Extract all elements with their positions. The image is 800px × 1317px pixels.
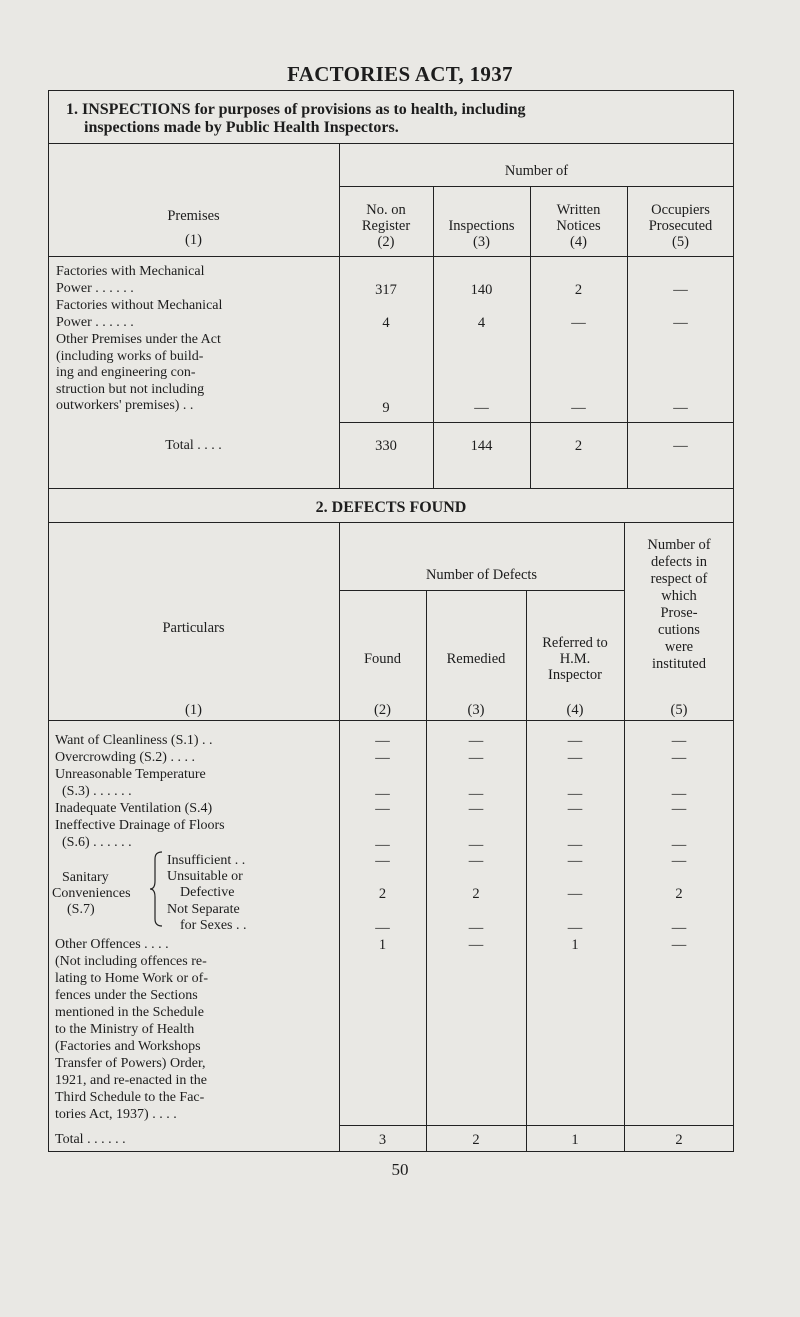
s2-col-prosecutions: defects in <box>651 554 707 570</box>
other-note: Third Schedule to the Fac- <box>55 1090 205 1105</box>
inspections-total: 144 <box>470 438 493 454</box>
found-value: — <box>375 786 390 802</box>
remedied-value: — <box>468 853 484 869</box>
prosecuted-value: — <box>673 400 688 416</box>
other-note: tories Act, 1937) . . . . <box>55 1107 177 1122</box>
prosecutions-value: — <box>671 733 687 749</box>
s2-col-referred-num: (4) <box>566 702 584 718</box>
other-note: Transfer of Powers) Order, <box>55 1056 206 1071</box>
premises-label: (including works of build- <box>56 348 204 364</box>
s2-col-prosecutions: cutions <box>658 622 700 638</box>
premises-label: ing and engineering con- <box>56 365 196 380</box>
sanitary-sub-label: for Sexes . . <box>180 918 247 933</box>
remedied-value: — <box>468 937 484 953</box>
particulars-label: Overcrowding (S.2) . . . . <box>55 750 195 765</box>
s2-col-prosecutions: respect of <box>650 571 708 587</box>
s1-group-rule <box>339 186 734 187</box>
premises-label: Other Premises under the Act <box>56 332 221 347</box>
notices-value: 2 <box>574 282 583 298</box>
remedied-total: 2 <box>472 1132 480 1148</box>
s1-col-group: Number of <box>504 163 569 179</box>
page-number: 50 <box>391 1160 409 1179</box>
found-value: — <box>375 801 390 817</box>
s1-col-premises-num: (1) <box>185 232 202 248</box>
other-note: (Factories and Workshops <box>55 1039 201 1054</box>
register-total: 330 <box>375 438 397 454</box>
s2-col-referred: Referred to <box>542 635 608 651</box>
particulars-label: (S.6) . . . . . . <box>62 835 132 850</box>
s2-col-prosecutions: were <box>664 639 694 655</box>
referred-value: — <box>567 920 583 936</box>
prosecutions-value: — <box>671 801 687 817</box>
particulars-label: Unreasonable Temperature <box>55 767 206 782</box>
inspections-value: 140 <box>470 282 493 298</box>
other-note: lating to Home Work or of- <box>55 971 208 986</box>
s1-col-register-2: Register <box>361 218 411 234</box>
notices-total: 2 <box>574 438 583 454</box>
referred-value: — <box>567 853 583 869</box>
s2-divider-2 <box>426 590 427 1152</box>
s2-col-particulars: Particulars <box>162 620 225 636</box>
premises-label: outworkers' premises) . . <box>56 398 194 413</box>
section1-heading-cont: inspections made by Public Health Inspectors. <box>84 119 399 136</box>
found-total: 3 <box>378 1132 387 1148</box>
sanitary-label: (S.7) <box>67 902 95 917</box>
found-value: 2 <box>378 886 387 902</box>
s2-col-referred-3: Inspector <box>548 667 602 683</box>
s1-col-register: No. on <box>366 202 406 218</box>
referred-value: 1 <box>571 937 579 953</box>
s1-col-notices-num: (4) <box>570 234 587 250</box>
s1-col-prosecuted: Occupiers <box>651 202 710 218</box>
s2-col-prosecutions: which <box>661 588 697 604</box>
remedied-value: — <box>468 837 484 853</box>
prosecutions-value: 2 <box>675 886 683 902</box>
s2-col-remedied: Remedied <box>446 651 506 667</box>
s1-total-rule <box>339 422 734 423</box>
section1-heading: 1. INSPECTIONS for purposes of provisions as to health, including <box>66 101 526 118</box>
found-value: 1 <box>378 937 387 953</box>
s2-col-referred-2: H.M. <box>559 651 591 667</box>
section1-rule-top <box>48 143 734 144</box>
total-label: Total . . . . <box>165 438 222 453</box>
s2-col-prosecutions-num: (5) <box>670 702 688 718</box>
sanitary-sub-label: Defective <box>180 885 235 900</box>
particulars-label: (S.3) . . . . . . <box>62 784 132 799</box>
remedied-value: — <box>468 750 484 766</box>
left-brace-icon <box>150 851 164 927</box>
prosecutions-value: — <box>671 750 687 766</box>
prosecutions-value: — <box>671 786 687 802</box>
sanitary-label: Sanitary <box>62 870 109 885</box>
other-note: mentioned in the Schedule <box>55 1005 204 1020</box>
prosecutions-value: — <box>671 837 687 853</box>
section1-rule-bottom <box>48 488 734 489</box>
s2-header-rule <box>48 720 734 721</box>
page-title: FACTORIES ACT, 1937 <box>287 62 513 86</box>
other-note: fences under the Sections <box>55 988 198 1003</box>
referred-value: — <box>567 786 583 802</box>
referred-value: — <box>567 801 583 817</box>
s1-col-inspections: Inspections <box>448 218 515 234</box>
other-note: (Not including offences re- <box>55 954 207 969</box>
remedied-value: — <box>468 920 484 936</box>
prosecuted-value: — <box>673 315 688 331</box>
s2-col-group: Number of Defects <box>425 567 538 583</box>
s1-col-prosecuted-2: Prosecuted <box>648 218 713 234</box>
found-value: — <box>375 853 390 869</box>
remedied-value: — <box>468 801 484 817</box>
particulars-label: Inadequate Ventilation (S.4) <box>55 801 213 816</box>
s2-col-prosecutions: Prose- <box>660 605 698 621</box>
s2-col-prosecutions: Number of <box>647 537 711 553</box>
found-value: — <box>375 837 390 853</box>
referred-total: 1 <box>571 1132 579 1148</box>
sanitary-label: Conveniences <box>52 886 131 901</box>
premises-label: Power . . . . . . <box>56 315 134 330</box>
prosecutions-value: — <box>671 937 687 953</box>
s1-col-register-num: (2) <box>377 234 395 250</box>
remedied-value: 2 <box>472 886 480 902</box>
prosecutions-total: 2 <box>675 1132 683 1148</box>
s1-header-rule <box>48 256 734 257</box>
found-value: — <box>375 750 390 766</box>
prosecutions-value: — <box>671 853 687 869</box>
s2-col-found-num: (2) <box>374 702 391 718</box>
inspections-value: 4 <box>477 315 486 331</box>
s2-col-remedied-num: (3) <box>467 702 485 718</box>
premises-label: Power . . . . . . <box>56 281 134 296</box>
s1-col-prosecuted-num: (5) <box>672 234 689 250</box>
remedied-value: — <box>468 733 484 749</box>
s1-col-notices: Written <box>556 202 601 218</box>
s1-col-notices-2: Notices <box>556 218 601 234</box>
other-note: to the Ministry of Health <box>55 1022 195 1037</box>
s2-col-found: Found <box>363 651 402 667</box>
premises-label: struction but not including <box>56 381 205 397</box>
premises-label: Factories with Mechanical <box>56 264 205 279</box>
found-value: — <box>375 733 390 749</box>
found-value: — <box>375 920 390 936</box>
referred-value: — <box>567 886 583 902</box>
s2-col-particulars-num: (1) <box>185 702 202 718</box>
prosecutions-value: — <box>671 920 687 936</box>
referred-value: — <box>567 733 583 749</box>
sanitary-sub-label: Insufficient . . <box>167 853 246 868</box>
prosecuted-value: — <box>673 282 688 298</box>
prosecuted-total: — <box>673 438 688 454</box>
s2-col-prosecutions: instituted <box>652 656 706 672</box>
s1-col-premises: Premises <box>167 208 220 224</box>
register-value: 317 <box>375 282 397 298</box>
s2-group-rule <box>339 590 624 591</box>
section2-rule-top <box>48 522 734 523</box>
s1-col-inspections-num: (3) <box>473 234 490 250</box>
sanitary-sub-label: Unsuitable or <box>167 869 243 884</box>
remedied-value: — <box>468 786 484 802</box>
referred-value: — <box>567 750 583 766</box>
referred-value: — <box>567 837 583 853</box>
total-label: Total . . . . . . <box>55 1132 126 1147</box>
notices-value: — <box>571 400 586 416</box>
particulars-label: Ineffective Drainage of Floors <box>55 818 225 833</box>
sanitary-sub-label: Not Separate <box>167 902 240 917</box>
register-value: 9 <box>382 400 390 416</box>
other-note: 1921, and re-enacted in the <box>55 1073 207 1088</box>
section2-heading: 2. DEFECTS FOUND <box>315 499 467 516</box>
s2-total-rule <box>339 1125 734 1126</box>
notices-value: — <box>571 315 586 331</box>
register-value: 4 <box>382 315 390 331</box>
premises-label: Factories without Mechanical <box>56 298 223 313</box>
inspections-value: — <box>474 400 489 416</box>
particulars-label: Want of Cleanliness (S.1) . . <box>55 733 213 748</box>
particulars-label: Other Offences . . . . <box>55 937 169 952</box>
